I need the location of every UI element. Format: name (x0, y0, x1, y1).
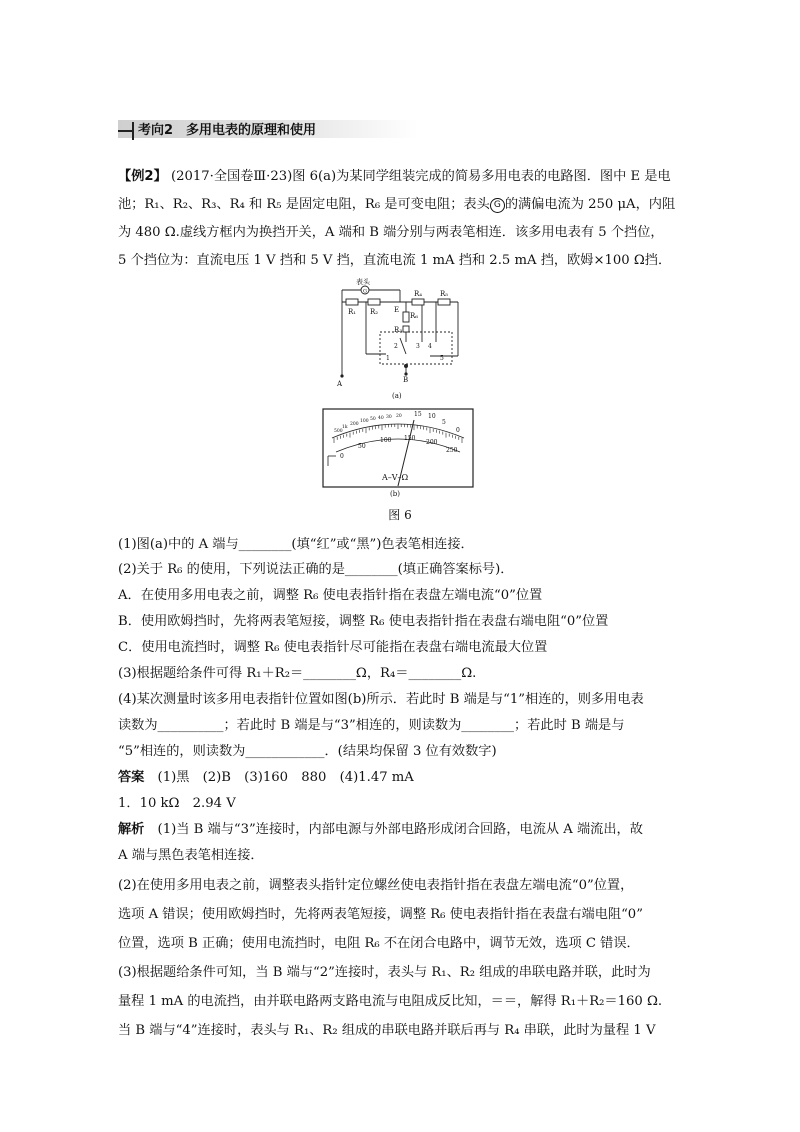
galvanometer-icon: G (490, 198, 505, 213)
analysis-text-1: (1)当 B 端与“3”连接时，内部电源与外部电路形成闭合回路，电流从 A 端流出，故 (144, 822, 643, 837)
analysis-line-4: 选项 A 错误；使用欧姆挡时，先将两表笔短接，调整 R₆ 使电表指针指在表盘右端电阻“0” (118, 907, 643, 922)
example-label: 例2 (131, 169, 154, 184)
unit-label: A–V–Ω (382, 473, 409, 482)
switch-pos-1: 1 (386, 355, 390, 362)
example-text-2a: 池；R₁、R₂、R₃、R₄ 和 R₅ 是固定电阻，R₆ 是可变电阻；表头 (118, 197, 490, 212)
label-a: A (337, 380, 343, 388)
question-4-line-1: (4)某次测量时该多用电表指针位置如图(b)所示．若此时 B 端是与“1”相连的，则多用电表 (118, 692, 644, 707)
question-1: (1)图(a)中的 A 端与________(填“红”或“黑”)色表笔相连接． (118, 537, 474, 552)
lower-tick-100: 100 (380, 437, 392, 444)
analysis-line-3: (2)在使用多用电表之前，调整表头指针定位螺丝使电表指针指在表盘左端电流“0”位置， (118, 878, 634, 893)
analysis-line-1 (118, 817, 688, 843)
label-r1: R₁ (348, 308, 357, 316)
question-3: (3)根据题给条件可得 R₁＋R₂＝________Ω，R₄＝________Ω. (118, 666, 477, 681)
lower-tick-250: 250 (446, 447, 458, 454)
analysis-label: 解析 (118, 822, 145, 837)
lower-tick-0: 0 (340, 453, 344, 460)
analysis-line-7: 量程 1 mA 的电流挡，由并联电路两支路电流与电阻成反比知，＝＝，解得 R₁＋R₂＝160 Ω. (118, 994, 663, 1009)
heading-vertical-mark (132, 122, 134, 140)
top-tick-10: 10 (428, 413, 436, 420)
resistor-r6 (403, 312, 409, 322)
switch-pos-4: 4 (428, 343, 432, 350)
label-r4: R₄ (414, 290, 423, 298)
switch-pos-5: 5 (440, 355, 444, 362)
question-4-line-2: 读数为__________；若此时 B 端是与“3”相连的，则读数为________；若此时 B 端是与 (118, 718, 625, 733)
circuit-diagram (330, 276, 470, 402)
example-line-4: 5 个挡位为：直流电压 1 V 挡和 5 V 挡，直流电流 1 mA 挡和 2.5 mA 挡，欧姆×100 Ω挡． (118, 253, 672, 268)
ohm-tick-500: 500 (334, 429, 343, 434)
caption-b: (b) (390, 490, 400, 498)
option-b: B．使用欧姆挡时，先将两表笔短接，调整 R₆ 使电表指针指在表盘右端电阻“0”位置 (118, 614, 609, 629)
analysis-line-5: 位置，选项 B 正确；使用电流挡时，电阻 R₆ 不在闭合电路中，调节无效，选项 C 错误． (118, 936, 640, 951)
biaotou-label: 表头 (356, 278, 370, 286)
switch-pos-2: 2 (394, 343, 398, 350)
analysis-line-8: 当 B 端与“4”连接时，表头与 R₁、R₂ 组成的串联电路并联后再与 R₄ 串联，此时为量程 1 V (118, 1023, 656, 1038)
resistor-r2 (368, 299, 380, 305)
label-r2: R₂ (370, 308, 379, 316)
example-text-1: (2017·全国卷Ⅲ·23)图 6(a)为某同学组装完成的简易多用电表的电路图．图中 E 是电 (170, 169, 671, 184)
question-2: (2)关于 R₆ 的使用，下列说法正确的是________(填正确答案标号)． (118, 562, 514, 577)
top-tick-15: 15 (414, 411, 422, 418)
label-r3: R₃ (394, 326, 403, 334)
resistor-r1 (346, 299, 358, 305)
switch-pos-3: 3 (416, 343, 420, 350)
example-line-1 (118, 164, 688, 190)
ohm-tick-100: 100 (360, 419, 369, 424)
lower-tick-200: 200 (426, 439, 438, 446)
label-r5: R₅ (440, 290, 449, 298)
answer-text-1: (1)黑 (2)B (3)160 880 (4)1.47 mA (144, 770, 414, 785)
answer-label: 答案 (118, 770, 145, 785)
resistor-r4 (412, 299, 424, 305)
switch-pivot (404, 364, 408, 368)
ohm-tick-20: 20 (396, 414, 402, 419)
label-b: B (403, 376, 409, 384)
example-text-2b: 的满偏电流为 250 μA，内阻 (504, 197, 676, 212)
label-e: E (394, 306, 400, 314)
analysis-line-2: A 端与黑色表笔相连接． (118, 848, 264, 863)
resistor-r5 (438, 299, 450, 305)
ohm-tick-1k: 1k (342, 425, 348, 430)
analysis-line-6: (3)根据题给条件可知，当 B 端与“2”连接时，表头与 R₁、R₂ 组成的串联电路并联，此时为 (118, 965, 651, 980)
caption-a: (a) (392, 392, 402, 400)
option-c: C．使用电流挡时，调整 R₆ 使电表指针尽可能指在表盘右端电流最大位置 (118, 640, 548, 655)
lower-tick-150: 150 (404, 435, 416, 442)
example-label-wrap: 【例2】 (118, 169, 167, 184)
example-line-2 (118, 192, 688, 218)
heading-tick-mark (118, 130, 132, 132)
answer-line-2: 1．10 kΩ 2.94 V (118, 796, 236, 811)
ohm-tick-50: 50 (370, 417, 376, 422)
answer-line-1 (118, 765, 688, 791)
figure-caption: 图 6 (388, 508, 412, 522)
top-tick-5: 5 (442, 419, 446, 426)
ohm-tick-200: 200 (350, 422, 359, 427)
section-title: 考向2 多用电表的原理和使用 (138, 123, 317, 138)
top-tick-0: 0 (456, 427, 460, 434)
example-line-3: 为 480 Ω.虚线方框内为换挡开关，A 端和 B 端分别与两表笔相连．该多用电表有 5 个挡位， (118, 225, 664, 240)
ohm-tick-40: 40 (378, 416, 384, 421)
galvanometer-symbol: G (363, 288, 367, 295)
resistor-r3 (403, 326, 409, 332)
label-r6: R₆ (410, 312, 419, 320)
question-4-line-3: “5”相连的，则读数为____________．(结果均保留 3 位有效数字) (118, 744, 497, 759)
ohm-tick-30: 30 (386, 415, 392, 420)
option-a: A．在使用多用电表之前，调整 R₆ 使电表指针指在表盘左端电流“0”位置 (118, 588, 543, 603)
meter-dial (322, 408, 482, 500)
section-heading (118, 118, 418, 140)
lower-tick-50: 50 (358, 443, 366, 450)
